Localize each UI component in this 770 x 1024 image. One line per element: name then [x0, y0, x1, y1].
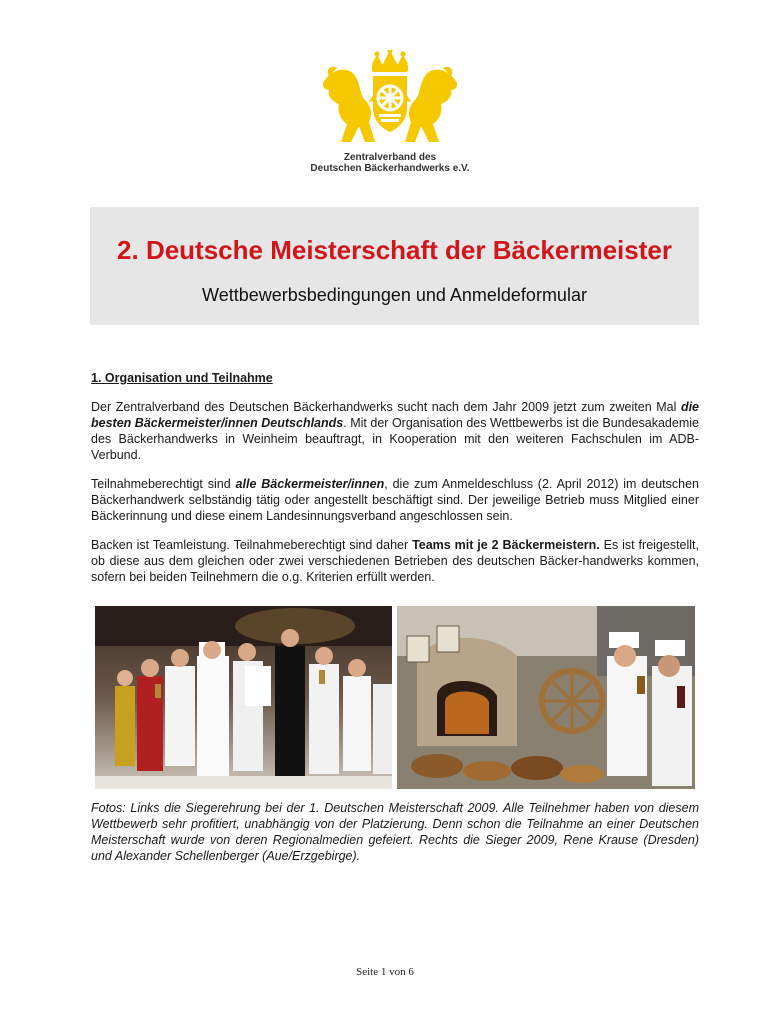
page-subtitle: Wettbewerbsbedingungen und Anmeldeformular: [202, 285, 587, 305]
paragraph-1-text-c: . Mit der Organisation des Wettbewerbs ist die Bundesakademie des Bäckerhandwerks in Weinheim beauftragt, in Kooperation mit den weiteren Fachschulen im ADB-Verbund.: [91, 416, 699, 462]
paragraph-1: [91, 399, 699, 463]
paragraph-3-emphasis: Teams mit je 2 Bäckermeistern.: [412, 538, 600, 552]
page-number: Seite 1 von 6: [356, 966, 414, 978]
logo-text: [300, 152, 480, 174]
photo-caption: Fotos: Links die Siegerehrung bei der 1. Deutschen Meisterschaft 2009. Alle Teilnehmer haben von diesem Wettbewerb sehr profitiert, unabhängig von der Platzierung. Denn schon die Teilnahme an einer Deutschen Meisterschaft wurde von deren Regionalmedien gefeiert. Rechts die Sieger 2009, Rene Krause (Dresden) und Alexander Schellenberger (Aue/Erzgebirge).: [91, 801, 699, 863]
section-organisation: [91, 370, 699, 598]
paragraph-3-text-a: Backen ist Teamleistung. Teilnahmeberechtigt sind daher: [91, 538, 413, 552]
page-title: 2. Deutsche Meisterschaft der Bäckermeister: [117, 235, 672, 265]
paragraph-1-text-a: Der Zentralverband des Deutschen Bäckerhandwerks sucht nach dem Jahr 2009 jetzt zum zweiten Mal: [91, 400, 681, 414]
section-heading: 1. Organisation und Teilnahme: [91, 371, 273, 385]
winners-bakery-photo: [397, 606, 695, 789]
paragraph-2-text-c: , die zum Anmeldeschluss (2. April 2012) im deutschen Bäckerhandwerk selbständig tätig oder angestellt beschäftigt sind. Der jeweilige Betrieb muss Mitglied einer Bäckerinnung und diese einem Landesinnungsverband angeschlossen sein.: [91, 477, 700, 523]
association-logo: [300, 50, 480, 190]
paragraph-1-emphasis: die besten Bäckermeister/innen Deutschlands: [91, 400, 699, 430]
paragraph-2-emphasis: alle Bäckermeister/innen: [235, 477, 385, 491]
logo-line-1: Zentralverband des: [343, 152, 437, 163]
paragraph-2-text-a: Teilnahmeberechtigt sind: [91, 477, 236, 491]
paragraph-3: [91, 537, 699, 585]
photos: [95, 606, 695, 789]
title-box: [90, 207, 699, 325]
logo-line-2: Deutschen Bäckerhandwerks e.V.: [310, 163, 470, 174]
paragraph-2: [91, 476, 699, 524]
award-ceremony-photo: [95, 606, 392, 789]
paragraph-3-text-c: Es ist freigestellt, ob diese aus dem gleichen oder zwei verschiedenen Betrieben des deutschen Bäcker-handwerks kommen, sofern bei beiden Teilnehmern die o.g. Kriterien erfüllt werden.: [91, 538, 700, 584]
lion-crest-icon: [315, 50, 465, 150]
